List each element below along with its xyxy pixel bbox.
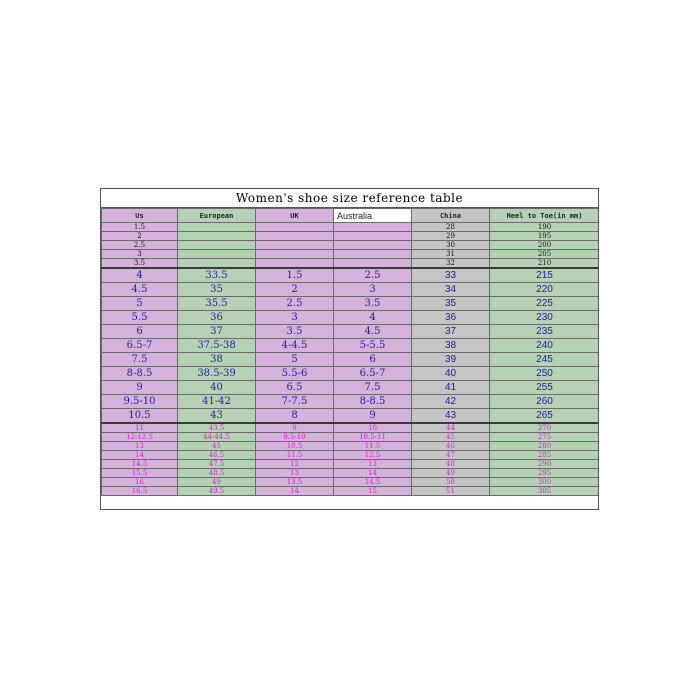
cell-european [178,241,256,250]
cell-uk: 8 [256,409,334,424]
cell-australia: 9 [334,409,412,424]
cell-australia: 6 [334,353,412,367]
cell-us: 5.5 [102,311,178,325]
table-row [102,487,600,496]
cell-heel-to-toe: 305 [490,487,600,496]
cell-uk: 5.5-6 [256,367,334,381]
cell-uk: 13.5 [256,478,334,487]
cell-us: 12-12.5 [102,433,178,442]
cell-european: 44-44.5 [178,433,256,442]
header-us: Us [102,209,178,223]
cell-heel-to-toe: 290 [490,460,600,469]
cell-uk: 6.5 [256,381,334,395]
cell-uk [256,250,334,259]
table-row [102,478,600,487]
cell-china: 49 [412,469,490,478]
cell-european: 37.5-38 [178,339,256,353]
cell-european: 47.5 [178,460,256,469]
cell-china: 51 [412,487,490,496]
cell-heel-to-toe: 215 [490,268,600,283]
cell-australia: 3 [334,283,412,297]
cell-australia: 4 [334,311,412,325]
cell-china: 34 [412,283,490,297]
cell-china: 45 [412,433,490,442]
cell-australia: 13 [334,460,412,469]
cell-china: 35 [412,297,490,311]
header-european: European [178,209,256,223]
cell-uk [256,223,334,232]
cell-heel-to-toe: 300 [490,478,600,487]
table-row [102,241,600,250]
cell-china: 36 [412,311,490,325]
cell-australia [334,259,412,269]
cell-us: 15.5 [102,469,178,478]
cell-uk: 9 [256,423,334,433]
cell-australia: 11.5 [334,442,412,451]
cell-china: 48 [412,460,490,469]
cell-australia [334,232,412,241]
cell-us: 9 [102,381,178,395]
cell-heel-to-toe: 255 [490,381,600,395]
cell-us: 3 [102,250,178,259]
cell-heel-to-toe: 260 [490,395,600,409]
cell-uk: 3.5 [256,325,334,339]
cell-uk: 12 [256,460,334,469]
cell-us: 16 [102,478,178,487]
cell-australia: 8-8.5 [334,395,412,409]
table-row [102,325,600,339]
cell-australia: 10 [334,423,412,433]
cell-china: 31 [412,250,490,259]
cell-uk: 14 [256,487,334,496]
table-row [102,442,600,451]
cell-us: 2 [102,232,178,241]
cell-china: 28 [412,223,490,232]
cell-heel-to-toe: 270 [490,423,600,433]
cell-uk [256,259,334,269]
table-title: Women's shoe size reference table [101,189,598,208]
cell-china: 50 [412,478,490,487]
cell-european: 49 [178,478,256,487]
cell-us: 14.5 [102,460,178,469]
cell-australia: 12.5 [334,451,412,460]
table-row [102,433,600,442]
cell-heel-to-toe: 280 [490,442,600,451]
cell-heel-to-toe: 250 [490,367,600,381]
table-row [102,283,600,297]
cell-china: 43 [412,409,490,424]
cell-australia: 4.5 [334,325,412,339]
cell-china: 30 [412,241,490,250]
cell-us: 8-8.5 [102,367,178,381]
table-row [102,259,600,269]
cell-european: 38.5-39 [178,367,256,381]
cell-australia: 2.5 [334,268,412,283]
cell-european: 36 [178,311,256,325]
table-row [102,232,600,241]
cell-china: 46 [412,442,490,451]
cell-china: 40 [412,367,490,381]
header-china: China [412,209,490,223]
table-body [102,223,600,496]
cell-uk: 5 [256,353,334,367]
cell-european: 45 [178,442,256,451]
table-row [102,460,600,469]
table-row [102,423,600,433]
cell-australia: 14.5 [334,478,412,487]
cell-us: 7.5 [102,353,178,367]
cell-us: 5 [102,297,178,311]
cell-heel-to-toe: 295 [490,469,600,478]
cell-australia: 10.5-11 [334,433,412,442]
cell-european: 49.5 [178,487,256,496]
header-uk: UK [256,209,334,223]
table-row [102,395,600,409]
cell-european [178,223,256,232]
cell-heel-to-toe: 220 [490,283,600,297]
cell-uk [256,232,334,241]
cell-heel-to-toe: 195 [490,232,600,241]
cell-china: 41 [412,381,490,395]
table-row [102,250,600,259]
cell-european: 46.5 [178,451,256,460]
cell-european: 43 [178,409,256,424]
table-row [102,381,600,395]
cell-european: 35.5 [178,297,256,311]
cell-european [178,259,256,269]
cell-heel-to-toe: 245 [490,353,600,367]
cell-china: 44 [412,423,490,433]
cell-heel-to-toe: 285 [490,451,600,460]
cell-australia [334,241,412,250]
table-row [102,223,600,232]
header-heel-to-toe: Heel to Toe(in mm) [490,209,600,223]
cell-heel-to-toe: 240 [490,339,600,353]
cell-us: 6 [102,325,178,339]
cell-heel-to-toe: 275 [490,433,600,442]
cell-european: 48.5 [178,469,256,478]
header-row [102,209,600,223]
cell-us: 11 [102,423,178,433]
cell-china: 39 [412,353,490,367]
cell-us: 4.5 [102,283,178,297]
cell-european: 43.5 [178,423,256,433]
table-row [102,451,600,460]
cell-us: 14 [102,451,178,460]
cell-uk: 3 [256,311,334,325]
cell-us: 13 [102,442,178,451]
cell-european: 41-42 [178,395,256,409]
cell-heel-to-toe: 230 [490,311,600,325]
cell-australia: 15 [334,487,412,496]
cell-uk: 9.5-10 [256,433,334,442]
cell-european: 40 [178,381,256,395]
table-row [102,469,600,478]
cell-heel-to-toe: 235 [490,325,600,339]
cell-china: 38 [412,339,490,353]
cell-european: 38 [178,353,256,367]
cell-heel-to-toe: 265 [490,409,600,424]
cell-australia: 7.5 [334,381,412,395]
cell-heel-to-toe: 225 [490,297,600,311]
cell-australia: 14 [334,469,412,478]
cell-australia [334,223,412,232]
table-row [102,339,600,353]
cell-us: 4 [102,268,178,283]
cell-china: 42 [412,395,490,409]
cell-us: 1.5 [102,223,178,232]
cell-heel-to-toe: 190 [490,223,600,232]
table-row [102,409,600,424]
cell-european: 37 [178,325,256,339]
cell-european [178,232,256,241]
cell-us: 2.5 [102,241,178,250]
cell-us: 9.5-10 [102,395,178,409]
cell-us: 3.5 [102,259,178,269]
size-table [101,208,599,496]
cell-australia [334,250,412,259]
cell-uk: 11.5 [256,451,334,460]
cell-us: 16.5 [102,487,178,496]
table-row [102,353,600,367]
cell-uk: 1.5 [256,268,334,283]
cell-heel-to-toe: 210 [490,259,600,269]
cell-uk [256,241,334,250]
cell-australia: 5-5.5 [334,339,412,353]
cell-china: 37 [412,325,490,339]
cell-heel-to-toe: 205 [490,250,600,259]
cell-european [178,250,256,259]
cell-uk: 7-7.5 [256,395,334,409]
cell-uk: 13 [256,469,334,478]
cell-us: 10.5 [102,409,178,424]
cell-heel-to-toe: 200 [490,241,600,250]
table-row [102,297,600,311]
table-row [102,367,600,381]
cell-european: 33.5 [178,268,256,283]
cell-uk: 2 [256,283,334,297]
cell-china: 32 [412,259,490,269]
cell-uk: 10.5 [256,442,334,451]
table-row [102,311,600,325]
table-row [102,268,600,283]
cell-uk: 2.5 [256,297,334,311]
cell-china: 29 [412,232,490,241]
cell-australia: 6.5-7 [334,367,412,381]
cell-australia: 3.5 [334,297,412,311]
cell-european: 35 [178,283,256,297]
cell-uk: 4-4.5 [256,339,334,353]
shoe-size-sheet [100,188,599,510]
header-australia: Australia [334,209,412,223]
cell-china: 47 [412,451,490,460]
cell-china: 33 [412,268,490,283]
cell-us: 6.5-7 [102,339,178,353]
